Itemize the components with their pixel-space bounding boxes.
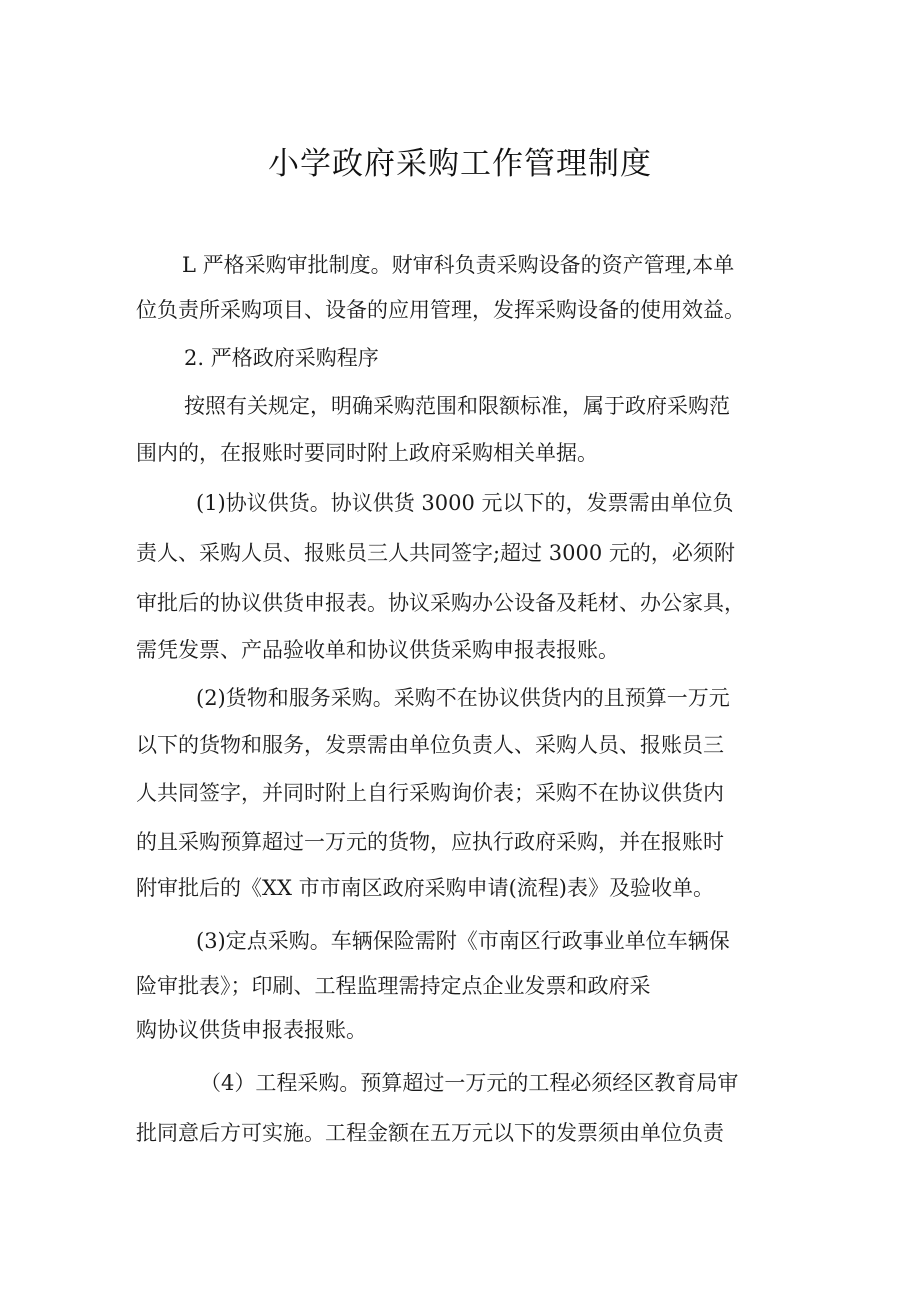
item-3-line-1: (3)定点采购。车辆保险需附《市南区行政事业单位车辆保 — [196, 929, 730, 953]
item-2-line-3: 人共同签字，并同时附上自行采购询价表；采购不在协议供货内 — [136, 781, 724, 805]
document-title: 小学政府采购工作管理制度 — [268, 146, 652, 182]
paragraph-1-line-1: L 严格采购审批制度。财审科负责采购设备的资产管理,本单 — [182, 253, 735, 277]
paragraph-2-line-1: 按照有关规定，明确采购范围和限额标准，属于政府采购范 — [184, 394, 730, 418]
paragraph-2-line-2: 围内的，在报账时要同时附上政府采购相关单据。 — [136, 441, 598, 465]
item-1-line-4: 需凭发票、产品验收单和协议供货采购申报表报账。 — [136, 638, 619, 662]
item-1-line-1: (1)协议供货。协议供货 3000 元以下的，发票需由单位负 — [196, 491, 734, 515]
item-1-line-2: 责人、采购人员、报账员三人共同签字;超过 3000 元的，必须附 — [136, 541, 735, 565]
item-2-line-1: (2)货物和服务采购。采购不在协议供货内的且预算一万元 — [196, 686, 730, 710]
item-4-line-2: 批同意后方可实施。工程金额在五万元以下的发票须由单位负责 — [136, 1121, 724, 1145]
item-4-line-1: （4）工程采购。预算超过一万元的工程必须经区教育局审 — [200, 1071, 739, 1095]
paragraph-1-line-2: 位负责所采购项目、设备的应用管理，发挥采购设备的使用效益。 — [136, 298, 745, 322]
item-2-line-4: 的且采购预算超过一万元的货物，应执行政府采购，并在报账时 — [136, 830, 724, 854]
item-3-line-2: 险审批表》；印刷、工程监理需持定点企业发票和政府采 — [136, 974, 651, 998]
section-2-heading: 2. 严格政府采购程序 — [184, 346, 379, 370]
item-3-line-3: 购协议供货申报表报账。 — [136, 1018, 367, 1042]
item-1-line-3: 审批后的协议供货申报表。协议采购办公设备及耗材、办公家具， — [136, 591, 745, 615]
item-2-line-5: 附审批后的《XX 市市南区政府采购申请(流程)表》及验收单。 — [136, 876, 714, 900]
item-2-line-2: 以下的货物和服务，发票需由单位负责人、采购人员、报账员三 — [136, 733, 724, 757]
